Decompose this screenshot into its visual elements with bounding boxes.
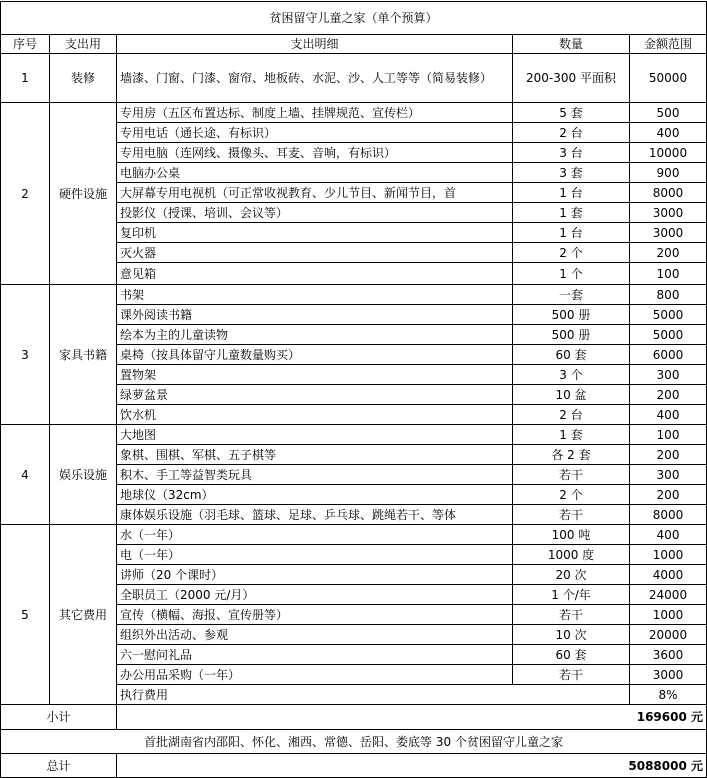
item-amount: 300	[630, 365, 707, 385]
item-quantity: 20 次	[513, 565, 630, 585]
item-detail: 绿萝盆景	[117, 385, 513, 405]
total-label: 总计	[1, 754, 117, 778]
section-category: 装修	[50, 54, 117, 103]
item-amount: 900	[630, 163, 707, 183]
item-quantity: 1000 度	[513, 545, 630, 565]
item-detail: 书架	[117, 285, 513, 305]
item-amount: 200	[630, 243, 707, 263]
item-quantity: 100 吨	[513, 525, 630, 545]
item-quantity: 3 台	[513, 143, 630, 163]
item-amount: 8000	[630, 505, 707, 525]
item-amount: 200	[630, 385, 707, 405]
item-amount: 3000	[630, 223, 707, 243]
header-row	[1, 35, 707, 54]
item-amount: 3000	[630, 203, 707, 223]
section-category: 其它费用	[50, 525, 117, 705]
item-detail: 讲师（20 个课时）	[117, 565, 513, 585]
item-amount: 3600	[630, 645, 707, 665]
item-quantity: 1 套	[513, 203, 630, 223]
item-detail: 专用房（五区布置达标、制度上墙、挂牌规范、宣传栏）	[117, 103, 513, 123]
item-detail: 投影仪（授课、培训、会议等）	[117, 203, 513, 223]
item-quantity: 10 次	[513, 625, 630, 645]
item-quantity: 各 2 套	[513, 445, 630, 465]
header-quantity: 数量	[513, 35, 630, 54]
item-quantity: 3 个	[513, 365, 630, 385]
item-detail: 大地图	[117, 425, 513, 445]
item-amount: 5000	[630, 305, 707, 325]
item-amount: 100	[630, 263, 707, 285]
item-quantity: 2 台	[513, 405, 630, 425]
item-amount: 400	[630, 123, 707, 143]
item-amount: 1000	[630, 545, 707, 565]
header-no: 序号	[1, 35, 50, 54]
table-row	[1, 54, 707, 103]
table-row	[1, 525, 707, 545]
item-detail: 办公用品采购（一年）	[117, 665, 513, 685]
item-quantity: 500 册	[513, 305, 630, 325]
item-detail: 专用电话（通长途、有标识）	[117, 123, 513, 143]
item-amount: 4000	[630, 565, 707, 585]
item-amount: 24000	[630, 585, 707, 605]
item-detail: 电脑办公桌	[117, 163, 513, 183]
item-quantity: 若干	[513, 665, 630, 685]
subtotal-value: 169600 元	[117, 705, 707, 730]
item-quantity: 200-300 平面积	[513, 54, 630, 103]
item-amount: 200	[630, 445, 707, 465]
item-quantity: 若干	[513, 605, 630, 625]
item-detail: 课外阅读书籍	[117, 305, 513, 325]
item-detail: 绘本为主的儿童读物	[117, 325, 513, 345]
header-amount: 金额范围	[630, 35, 707, 54]
item-amount: 5000	[630, 325, 707, 345]
section-no: 1	[1, 54, 50, 103]
item-quantity: 若干	[513, 465, 630, 485]
item-detail: 地球仪（32cm）	[117, 485, 513, 505]
item-amount: 1000	[630, 605, 707, 625]
budget-table	[0, 1, 707, 778]
section-category: 娱乐设施	[50, 425, 117, 525]
section-no: 3	[1, 285, 50, 425]
item-detail: 复印机	[117, 223, 513, 243]
item-quantity: 1 台	[513, 223, 630, 243]
item-amount: 800	[630, 285, 707, 305]
item-detail: 六一慰问礼品	[117, 645, 513, 665]
item-detail: 宣传（横幅、海报、宣传册等）	[117, 605, 513, 625]
item-detail: 大屏幕专用电视机（可正常收视教育、少儿节目、新闻节目，首	[117, 183, 513, 203]
item-detail: 象棋、围棋、军棋、五子棋等	[117, 445, 513, 465]
item-quantity: 2 台	[513, 123, 630, 143]
title-row	[1, 2, 707, 35]
section-no: 2	[1, 103, 50, 285]
item-quantity: 若干	[513, 505, 630, 525]
section-category: 家具书籍	[50, 285, 117, 425]
item-amount: 100	[630, 425, 707, 445]
item-detail: 专用电脑（连网线、摄像头、耳麦、音响，有标识）	[117, 143, 513, 163]
subtotal-label: 小计	[1, 705, 117, 730]
item-amount: 20000	[630, 625, 707, 645]
item-amount: 50000	[630, 54, 707, 103]
item-detail: 饮水机	[117, 405, 513, 425]
item-quantity: 1 个/年	[513, 585, 630, 605]
table-row	[1, 103, 707, 123]
item-amount: 8000	[630, 183, 707, 203]
header-detail: 支出明细	[117, 35, 513, 54]
item-detail: 全职员工（2000 元/月）	[117, 585, 513, 605]
item-quantity: 一套	[513, 285, 630, 305]
section-category: 硬件设施	[50, 103, 117, 285]
item-detail: 水（一年）	[117, 525, 513, 545]
total-value: 5088000 元	[117, 754, 707, 778]
note-row	[1, 730, 707, 754]
item-amount: 400	[630, 405, 707, 425]
item-detail: 执行费用	[117, 685, 630, 705]
item-quantity: 2 个	[513, 243, 630, 263]
item-quantity: 10 盆	[513, 385, 630, 405]
item-amount: 3000	[630, 665, 707, 685]
header-category: 支出用	[50, 35, 117, 54]
item-detail: 置物架	[117, 365, 513, 385]
item-detail: 积木、手工等益智类玩具	[117, 465, 513, 485]
table-title: 贫困留守儿童之家（单个预算）	[1, 2, 707, 35]
table-row	[1, 285, 707, 305]
item-quantity: 5 套	[513, 103, 630, 123]
item-amount: 10000	[630, 143, 707, 163]
item-detail: 康体娱乐设施（羽毛球、篮球、足球、乒乓球、跳绳若干、等体	[117, 505, 513, 525]
item-quantity: 3 套	[513, 163, 630, 183]
item-quantity: 500 册	[513, 325, 630, 345]
item-quantity: 1 个	[513, 263, 630, 285]
section-no: 4	[1, 425, 50, 525]
item-detail: 灭火器	[117, 243, 513, 263]
item-amount: 500	[630, 103, 707, 123]
item-quantity: 60 套	[513, 345, 630, 365]
item-quantity: 1 台	[513, 183, 630, 203]
item-amount: 300	[630, 465, 707, 485]
item-amount: 200	[630, 485, 707, 505]
table-row	[1, 425, 707, 445]
item-amount: 6000	[630, 345, 707, 365]
item-detail: 墙漆、门窗、门漆、窗帘、地板砖、水泥、沙、人工等等（简易装修）	[117, 54, 513, 103]
item-quantity: 60 套	[513, 645, 630, 665]
item-detail: 桌椅（按具体留守儿童数量购买）	[117, 345, 513, 365]
item-amount: 8%	[630, 685, 707, 705]
section-no: 5	[1, 525, 50, 705]
item-amount: 400	[630, 525, 707, 545]
coverage-note: 首批湖南省内邵阳、怀化、湘西、常德、岳阳、娄底等 30 个贫困留守儿童之家	[1, 730, 707, 754]
item-detail: 意见箱	[117, 263, 513, 285]
subtotal-row	[1, 705, 707, 730]
item-detail: 组织外出活动、参观	[117, 625, 513, 645]
item-quantity: 2 个	[513, 485, 630, 505]
item-detail: 电（一年）	[117, 545, 513, 565]
item-quantity: 1 套	[513, 425, 630, 445]
